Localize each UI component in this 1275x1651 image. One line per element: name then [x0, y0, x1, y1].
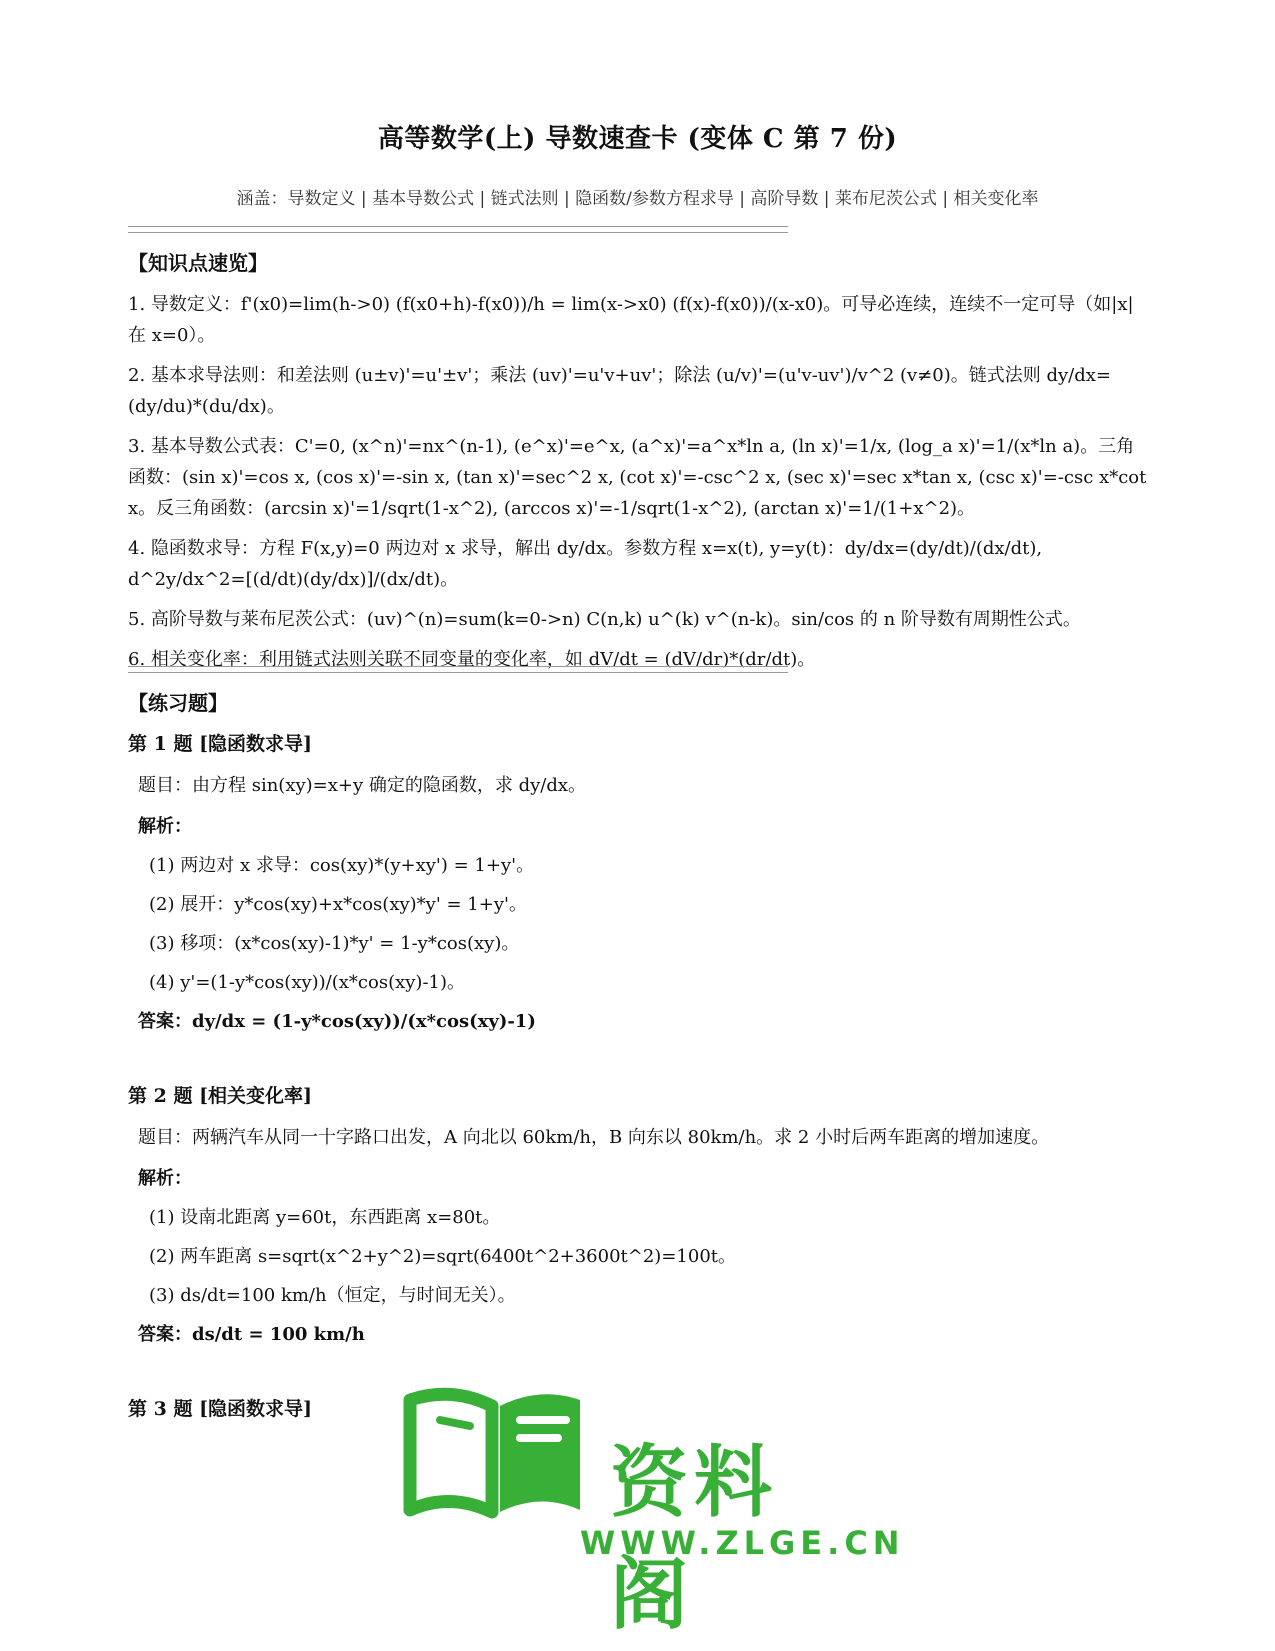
knowledge-item: 5. 高阶导数与莱布尼茨公式：(uv)^(n)=sum(k=0->n) C(n,k) u^(k) v^(n-k)。sin/cos 的 n 阶导数有周期性公式。 — [128, 609, 1081, 630]
knowledge-item: 2. 基本求导法则：和差法则 (u±v)'=u'±v'；乘法 (uv)'=u'v+uv'；除法 (u/v)'=(u'v-uv')/v^2 (v≠0)。链式法则 dy/dx=(dy/du)*(du/dx)。 — [128, 365, 1111, 417]
page-subtitle: 涵盖：导数定义 | 基本导数公式 | 链式法则 | 隐函数/参数方程求导 | 高阶导数 | 莱布尼茨公式 | 相关变化率 — [236, 189, 1039, 209]
divider — [128, 666, 788, 673]
page-title: 高等数学(上) 导数速查卡 (变体 C 第 7 份) — [377, 124, 898, 154]
open-book-icon — [400, 1380, 590, 1530]
question-text: 题目：由方程 sin(xy)=x+y 确定的隐函数，求 dy/dx。 — [138, 775, 587, 796]
practice-heading: 【练习题】 — [128, 691, 228, 715]
solution-step: (1) 设南北距离 y=60t，东西距离 x=80t。 — [149, 1207, 501, 1228]
knowledge-heading: 【知识点速览】 — [128, 251, 268, 275]
solution-step: (3) 移项：(x*cos(xy)-1)*y' = 1-y*cos(xy)。 — [149, 933, 520, 954]
analysis-label: 解析： — [138, 1168, 192, 1189]
knowledge-item: 4. 隐函数求导：方程 F(x,y)=0 两边对 x 求导，解出 dy/dx。参数方程 x=x(t), y=y(t)：dy/dx=(dy/dt)/(dx/dt), d^2y/dx^2=[(d/dt)(dy/dx)]/(dx/dt)。 — [128, 538, 1043, 590]
solution-step: (3) ds/dt=100 km/h（恒定，与时间无关）。 — [149, 1285, 516, 1306]
question-1 — [128, 729, 1148, 1037]
answer-value: dy/dx = (1-y*cos(xy))/(x*cos(xy)-1) — [192, 1011, 536, 1032]
solution-step: (2) 展开：y*cos(xy)+x*cos(xy)*y' = 1+y'。 — [149, 894, 527, 915]
answer-value: ds/dt = 100 km/h — [192, 1324, 365, 1345]
solution-step: (4) y'=(1-y*cos(xy))/(x*cos(xy)-1)。 — [149, 972, 466, 993]
question-heading: 第 2 题 [相关变化率] — [128, 1085, 313, 1107]
analysis-label: 解析： — [138, 816, 192, 837]
knowledge-item: 1. 导数定义：f'(x0)=lim(h->0) (f(x0+h)-f(x0))/h = lim(x->x0) (f(x)-f(x0))/(x-x0)。可导必连续，连续不一定可导（如|x|在 x=0）。 — [128, 294, 1134, 346]
answer — [128, 1006, 1148, 1037]
knowledge-item: 3. 基本导数公式表：C'=0, (x^n)'=nx^(n-1), (e^x)'=e^x, (a^x)'=a^x*ln a, (ln x)'=1/x, (log_a x)'=1/(x*ln a)。三角函数：(sin x)'=cos x, (cos x)'=-sin x, (tan x)'=sec^2 x, (cot x)'=-csc^2 x, (sec x)'=sec x*tan x, (csc x)'=-csc x*cot x。反三角函数：(arcsin x)'=1/sqrt(1-x^2), (arccos x)'=-1/sqrt(1-x^2), (arctan x)'=1/(1+x^2)。 — [128, 436, 1147, 519]
answer-label: 答案： — [138, 1011, 192, 1032]
watermark-url: WWW.ZLGE.CN — [580, 1524, 905, 1562]
question-text: 题目：两辆汽车从同一十字路口出发，A 向北以 60km/h，B 向东以 80km/h。求 2 小时后两车距离的增加速度。 — [138, 1127, 1050, 1148]
answer — [128, 1319, 1148, 1350]
solution-step: (1) 两边对 x 求导：cos(xy)*(y+xy') = 1+y'。 — [149, 855, 535, 876]
practice-section — [128, 688, 1148, 1435]
solution-step: (2) 两车距离 s=sqrt(x^2+y^2)=sqrt(6400t^2+3600t^2)=100t。 — [149, 1246, 737, 1267]
divider — [128, 226, 788, 233]
answer-label: 答案： — [138, 1324, 192, 1345]
question-2 — [128, 1081, 1148, 1350]
question-heading: 第 3 题 [隐函数求导] — [128, 1398, 313, 1420]
watermark-logo — [400, 1420, 905, 1640]
knowledge-section — [128, 248, 1148, 684]
question-heading: 第 1 题 [隐函数求导] — [128, 733, 313, 755]
knowledge-item: 6. 相关变化率：利用链式法则关联不同变量的变化率，如 dV/dt = (dV/dr)*(dr/dt)。 — [128, 649, 816, 670]
watermark-text: 资料阁 — [610, 1438, 779, 1640]
